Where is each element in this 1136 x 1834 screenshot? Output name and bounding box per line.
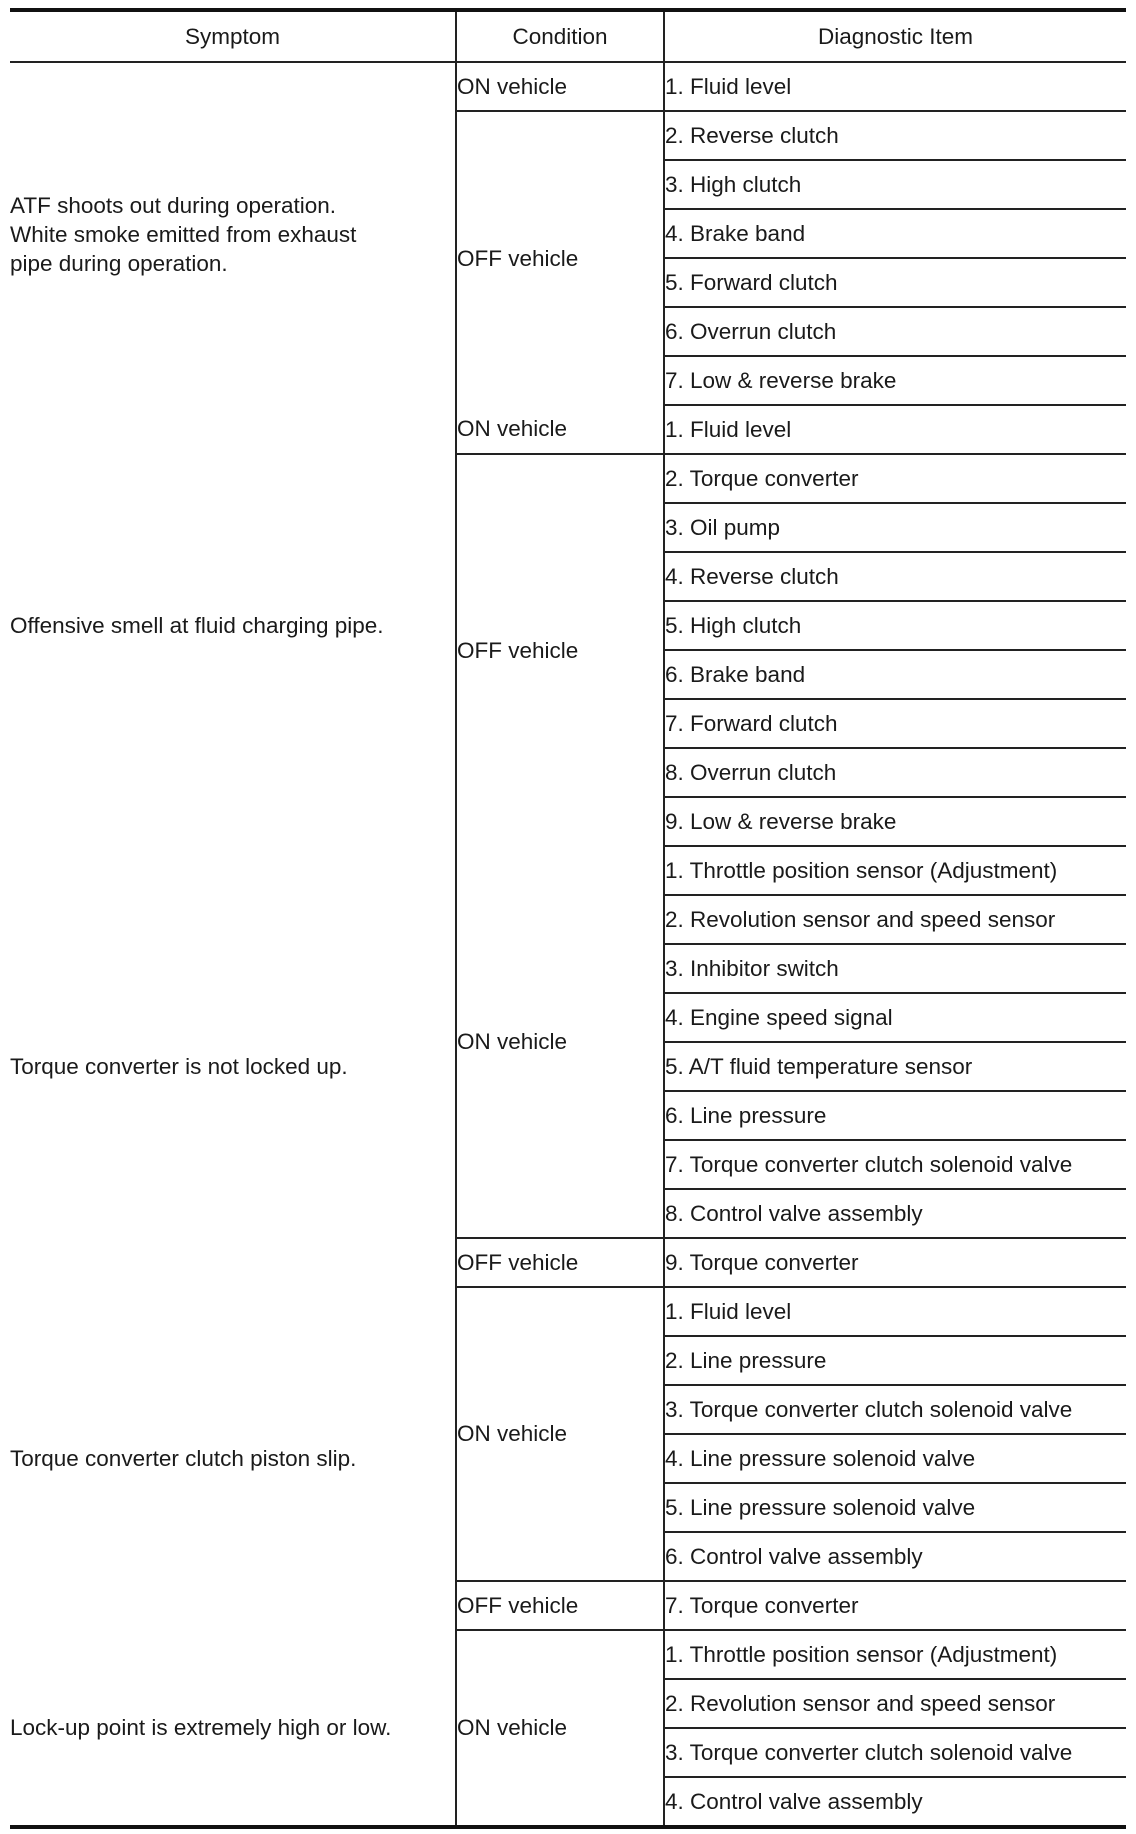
symptom-text-line: White smoke emitted from exhaust xyxy=(10,221,357,247)
diagnostic-item-cell: 5. High clutch xyxy=(664,601,1126,650)
symptom-text-line: Torque converter clutch piston slip. xyxy=(10,1446,357,1471)
diagnostic-item-cell: 1. Throttle position sensor (Adjustment) xyxy=(664,1630,1126,1679)
diagnostic-item-cell: 6. Line pressure xyxy=(664,1091,1126,1140)
diagnostic-item-cell: 7. Low & reverse brake xyxy=(664,356,1126,405)
condition-cell: OFF vehicle xyxy=(456,1238,664,1287)
symptom-cell xyxy=(10,846,456,1287)
diagnostic-item-cell: 6. Control valve assembly xyxy=(664,1532,1126,1581)
symptom-text-line: Lock-up point is extremely high or low. xyxy=(10,1715,392,1740)
diagnostic-item-cell: 6. Brake band xyxy=(664,650,1126,699)
diagnostic-item-cell: 1. Fluid level xyxy=(664,1287,1126,1336)
diagnostic-item-cell: 7. Torque converter clutch solenoid valve xyxy=(664,1140,1126,1189)
condition-header: Condition xyxy=(456,10,664,62)
symptom-cell xyxy=(10,1287,456,1630)
symptom-header: Symptom xyxy=(10,10,456,62)
condition-cell: OFF vehicle xyxy=(456,454,664,846)
diagnostic-item-cell: 8. Overrun clutch xyxy=(664,748,1126,797)
condition-cell: ON vehicle xyxy=(456,405,664,454)
symptom-cell xyxy=(10,62,456,405)
symptom-cell xyxy=(10,1630,456,1827)
diagnostic-item-cell: 9. Torque converter xyxy=(664,1238,1126,1287)
diagnostic-item-cell: 5. A/T fluid temperature sensor xyxy=(664,1042,1126,1091)
diagnostic-item-cell: 5. Forward clutch xyxy=(664,258,1126,307)
table-row xyxy=(10,846,1126,895)
diagnostic-item-cell: 2. Revolution sensor and speed sensor xyxy=(664,895,1126,944)
diagnostic-item-cell: 2. Line pressure xyxy=(664,1336,1126,1385)
document-page xyxy=(10,8,1126,1829)
condition-cell: OFF vehicle xyxy=(456,111,664,405)
table-row xyxy=(10,405,1126,454)
symptom-text-line: pipe during operation. xyxy=(10,250,228,276)
condition-cell: ON vehicle xyxy=(456,1287,664,1581)
diagnostic-item-cell: 7. Forward clutch xyxy=(664,699,1126,748)
diagnostic-item-cell: 4. Control valve assembly xyxy=(665,1788,923,1814)
diagnostic-item-cell: 3. Oil pump xyxy=(664,503,1126,552)
diagnostic-item-cell: 2. Reverse clutch xyxy=(664,111,1126,160)
diagnostic-item-cell: 9. Low & reverse brake xyxy=(664,797,1126,846)
diagnostic-item-cell: 3. Inhibitor switch xyxy=(664,944,1126,993)
condition-cell: ON vehicle xyxy=(456,846,664,1238)
condition-cell: ON vehicle xyxy=(456,1630,664,1827)
table-row xyxy=(10,1630,1126,1679)
diagnostic-item-cell: 8. Control valve assembly xyxy=(664,1189,1126,1238)
diagnostic-item-cell: 6. Overrun clutch xyxy=(664,307,1126,356)
symptom-text-line: ATF shoots out during operation. xyxy=(10,192,337,218)
diagnostic-item-cell: 3. Torque converter clutch solenoid valve xyxy=(664,1728,1126,1777)
table-header-row xyxy=(10,10,1126,62)
symptom-cell xyxy=(10,405,456,846)
diagnostic-item-header: Diagnostic Item xyxy=(664,10,1126,62)
diagnostic-item-cell: 4. Engine speed signal xyxy=(664,993,1126,1042)
diagnostic-item-cell: 4. Reverse clutch xyxy=(664,552,1126,601)
condition-cell: OFF vehicle xyxy=(456,1581,664,1630)
diagnostic-item-cell: 5. Line pressure solenoid valve xyxy=(664,1483,1126,1532)
table-row xyxy=(10,62,1126,111)
table-row xyxy=(10,1287,1126,1336)
diagnostic-item-cell: 4. Brake band xyxy=(664,209,1126,258)
diagnostic-item-cell: 4. Line pressure solenoid valve xyxy=(664,1434,1126,1483)
diagnostic-item-cell: 2. Revolution sensor and speed sensor xyxy=(664,1679,1126,1728)
symptom-text-line: Offensive smell at fluid charging pipe. xyxy=(10,613,384,638)
diagnostic-item-cell: 3. High clutch xyxy=(664,160,1126,209)
symptom-text-line: Torque converter is not locked up. xyxy=(10,1054,348,1079)
diagnostic-item-cell: 3. Torque converter clutch solenoid valve xyxy=(664,1385,1126,1434)
condition-cell: ON vehicle xyxy=(456,62,664,111)
diagnostic-item-cell: 1. Fluid level xyxy=(664,405,1126,454)
table-body xyxy=(10,62,1126,1827)
diagnostic-item-cell: 2. Torque converter xyxy=(664,454,1126,503)
diagnostic-item-cell: 1. Throttle position sensor (Adjustment) xyxy=(664,846,1126,895)
diagnostic-item-cell: 1. Fluid level xyxy=(664,62,1126,111)
diagnostic-item-cell: 7. Torque converter xyxy=(664,1581,1126,1630)
diagnostic-table xyxy=(10,8,1126,1829)
